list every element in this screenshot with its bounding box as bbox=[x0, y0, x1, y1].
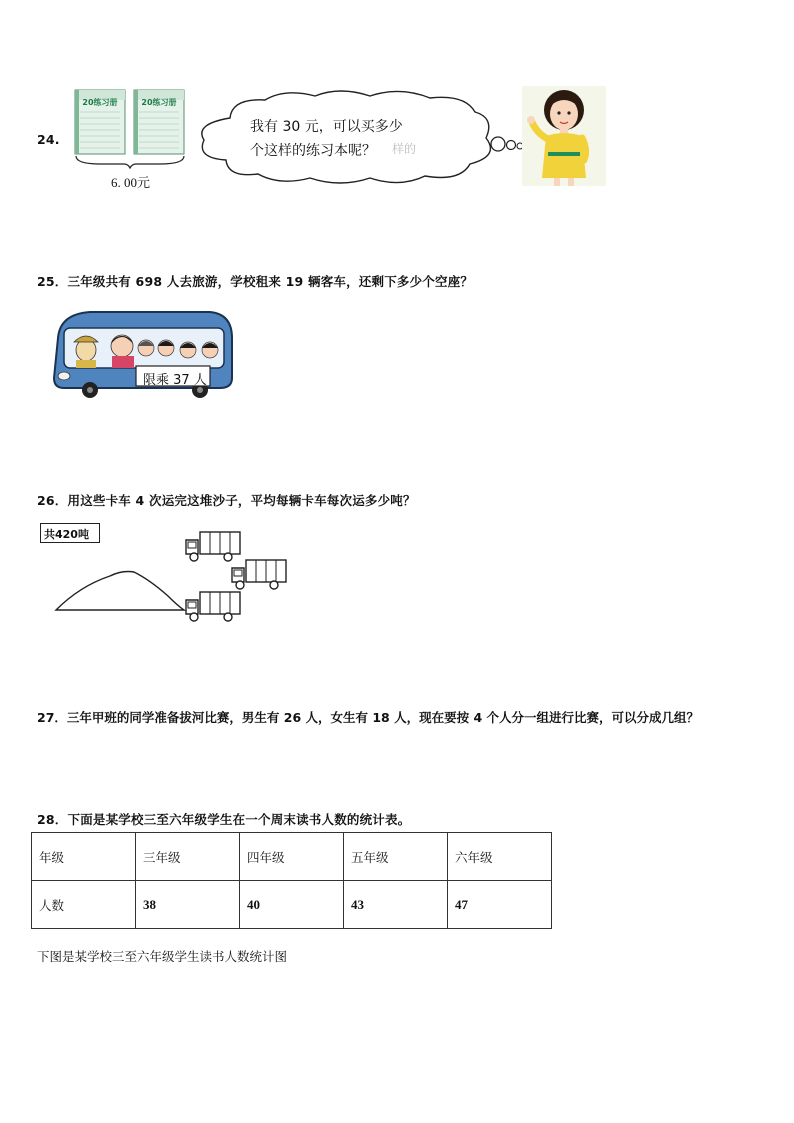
book-2-title: 20练习册 bbox=[141, 98, 177, 107]
question-24-number: 24. bbox=[37, 132, 60, 147]
speech-line-1: 我有 30 元，可以买多少 bbox=[250, 119, 403, 135]
truck-2-image bbox=[232, 560, 286, 589]
table-header-row bbox=[32, 833, 552, 881]
table-header-cell: 三年级 bbox=[136, 833, 240, 881]
table-cell: 43 bbox=[344, 881, 448, 929]
question-26-text: 26．用这些卡车 4 次运完这堆沙子，平均每辆卡车每次运多少吨？ bbox=[37, 493, 416, 508]
question-28-text: 28．下面是某学校三至六年级学生在一个周末读书人数的统计表。 bbox=[37, 812, 411, 827]
thought-bubble bbox=[190, 88, 530, 188]
speech-line-2: 个这样的练习本呢？ bbox=[250, 143, 376, 159]
truck-3-image bbox=[186, 592, 240, 621]
table-cell: 38 bbox=[136, 881, 240, 929]
truck-1-image bbox=[186, 532, 240, 561]
exercise-book-2-image bbox=[134, 90, 184, 154]
table-row bbox=[32, 881, 552, 929]
table-header-cell: 六年级 bbox=[448, 833, 552, 881]
chart-caption: 下图是某学校三至六年级学生读书人数统计图 bbox=[37, 949, 288, 964]
book-1-title: 20练习册 bbox=[82, 98, 118, 107]
table-header-cell: 五年级 bbox=[344, 833, 448, 881]
question-25-text: 25．三年级共有 698 人去旅游，学校租来 19 辆客车，还剩下多少个空座？ bbox=[37, 274, 474, 289]
sand-weight-sign: 共420吨 bbox=[44, 528, 89, 541]
question-27-text: 27．三年甲班的同学准备拔河比赛，男生有 26 人，女生有 18 人，现在要按 4 个人分一组进行比赛，可以分成几组？ bbox=[37, 710, 699, 725]
girl-teacher-illustration bbox=[522, 86, 606, 186]
reading-statistics-table bbox=[31, 832, 552, 929]
book-price-label: 6. 00元 bbox=[111, 175, 151, 190]
sand-pile-image bbox=[56, 572, 184, 611]
table-cell: 47 bbox=[448, 881, 552, 929]
exercise-book-1-image bbox=[75, 90, 125, 154]
table-header-cell: 四年级 bbox=[240, 833, 344, 881]
table-row-label: 人数 bbox=[32, 881, 136, 929]
bus-driver-image bbox=[74, 336, 98, 368]
brace-bracket bbox=[76, 156, 184, 168]
table-header-cell: 年级 bbox=[32, 833, 136, 881]
bus-capacity-sign: 限乘 37 人 bbox=[143, 373, 207, 388]
table-cell: 40 bbox=[240, 881, 344, 929]
sand-and-trucks-illustration bbox=[50, 526, 310, 628]
speech-faint-text: 样的 bbox=[392, 142, 417, 156]
